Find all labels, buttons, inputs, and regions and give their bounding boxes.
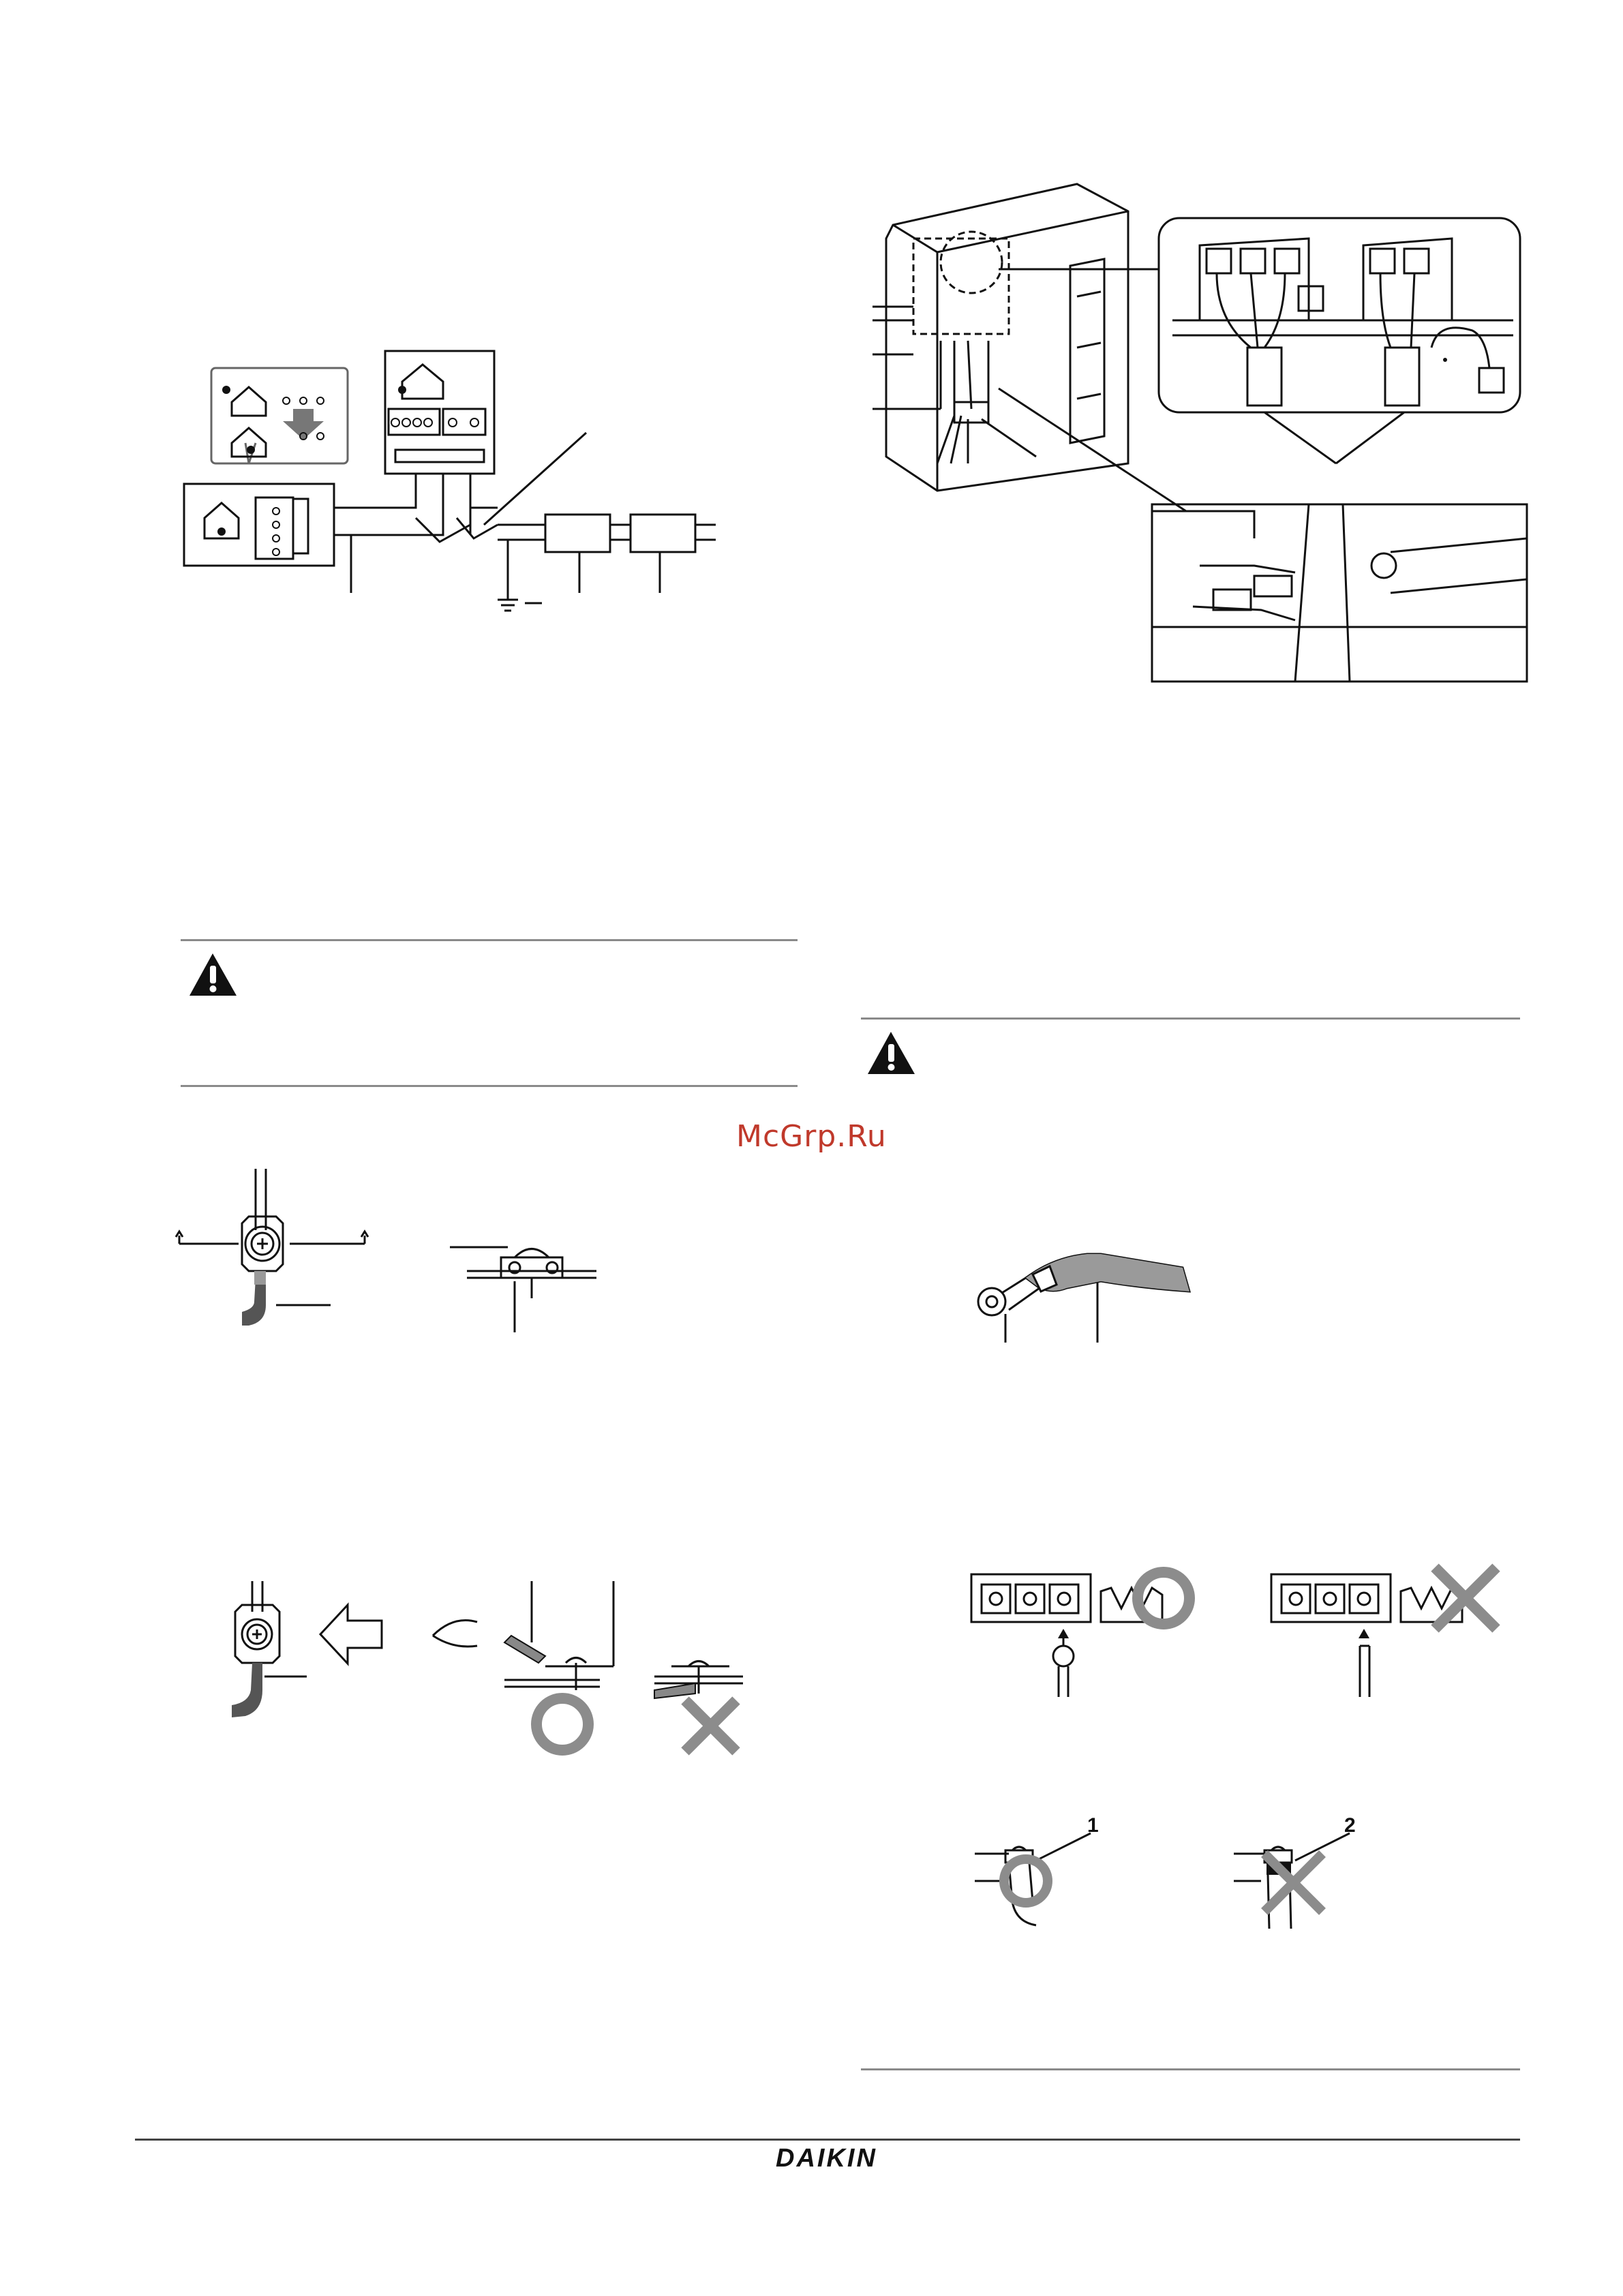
outdoor-unit-illustration xyxy=(873,184,1527,688)
wiring-overview-diagram xyxy=(170,341,770,627)
incorrect-cross-icon xyxy=(685,1700,736,1751)
brand-logo: DAIKIN xyxy=(776,2144,877,2173)
eye-icon xyxy=(433,1621,477,1647)
house-icon xyxy=(204,365,443,538)
callout-number-2: 2 xyxy=(1344,1814,1356,1837)
section-divider xyxy=(861,2068,1520,2070)
correct-circle-icon xyxy=(536,1698,588,1750)
ground-terminal-diagram xyxy=(174,1169,610,1360)
warning-triangle-icon xyxy=(187,951,239,998)
section-divider xyxy=(181,1085,798,1087)
warning-triangle-icon xyxy=(866,1029,917,1077)
footer-divider xyxy=(135,2139,1520,2141)
incorrect-cross-icon xyxy=(1435,1567,1496,1629)
watermark-text: McGrp.Ru xyxy=(736,1119,887,1154)
correct-circle-icon xyxy=(1138,1572,1189,1624)
ring-terminal-diagram xyxy=(965,1227,1210,1343)
section-divider xyxy=(861,1017,1520,1020)
incorrect-cross-icon xyxy=(1264,1854,1322,1912)
wire-clamp-check-diagram xyxy=(975,1833,1397,1956)
callout-number-1: 1 xyxy=(1087,1814,1099,1837)
terminal-block-check-diagram xyxy=(965,1561,1523,1697)
ground-connection-check-diagram xyxy=(218,1581,763,1758)
arrow-icon xyxy=(320,1605,382,1664)
section-divider xyxy=(181,939,798,941)
